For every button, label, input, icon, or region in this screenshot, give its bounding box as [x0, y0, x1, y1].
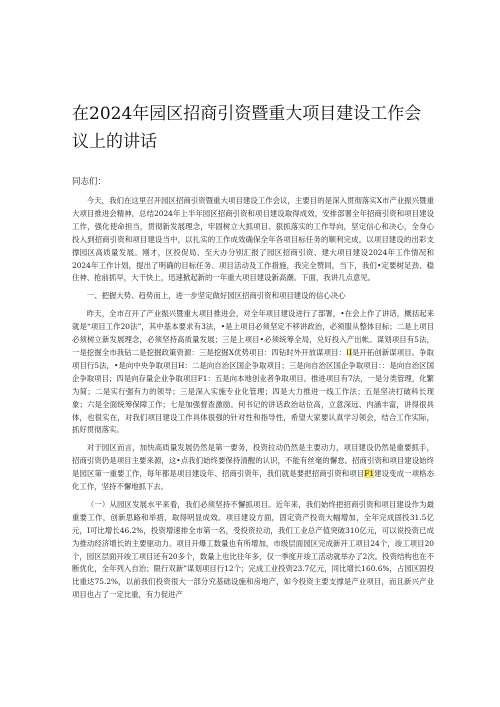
paragraph-text: 今天，我们在这里召开园区招商引资暨重大项目建设工作会议，主要目的是深入贯彻落实X市产业振兴暨重大项目推进会精神，总结2024年上半年园区招商引资和项目建设取得成效，安排部署全年招商引资和项目建设工作，强化使命担当，贯彻新发展理念，牢固树立大抓项目、狠抓落实的工作导向，坚定信心和决心，全身心投入到招商引资和项目建设当中，以扎实的工作成效确保全年各项目标任务的顺利完成，以项目建设的出彩支撑园区高质量发展。刚才，区投促局、至大办分别汇报了园区招商引资、建大项目建设2024年工作情况和2024年工作计划，提出了明确的目标任务、项目活动及工作措施，我完全赞同，当下，我们•定要树足劲、稳住神、抢前抓早，大干快上，迅速掀起新的一年重大项目建设新高潮。下面，我讲几点意见。	[72, 196, 434, 283]
salutation: 同志们：	[72, 177, 107, 187]
paragraph-text: 对于园区而言，加快高质量发展仍然是第一要务，投资拉动仍然是主要动力，项目建设仍然是重要抓手，招商引资仍是项目主要来源，这•点我们始终要保持清醒的认识，不能有丝毫的懈怠。招商引资和项目建设始终是园区第一重要工作，每年都是项目建设年、招商引资年，我们就是要把招商引资和项目	[72, 443, 434, 479]
paragraph-text: （一）从园区发展水平来看，我们必须坚持不懈抓项目。近年来，我们始终把招商引资和项目建设作为最重要工作，创新思路和举措，取得明显成效。项目建设方面，固定资产投资大幅增加，全年完成固投31.5亿元，I可比增长46.2%，投资增速排全市第一名，受投资拉动，我们工业总产值突破310亿元，可以说投资已成为推动经济增长的主要驱动力。项目开爆工数量也有所增加，市级层面园区完成新开工项目24个，竣工项目20个，园区层面开竣工项目还有20多个，数量上也比往年多，仅一季度开竣工活动就举办了2次。投资结构也在不断优化，全年列入自治；限行双新”谋划项目行12个；完成工业投资23.7亿元，同比增长160.6%，占园区固投比重达75.2%，以前我们投资很大一部分究基础设施和房地产，如今投资主要支撑是产业项目，而且新兴产业项目也占了一定比重，有力促进产	[72, 499, 434, 600]
paragraph-text: 昨天，全市召开了产业振兴暨重大项目推进会，对全年项目建设进行了部署，•在会上作了讲话，概括起来就是“项目工作20法”，其中基本要求有3法，•是上项目必须坚定不移讲政治，必须服从整体目标；二是上项目必须树立新发展理念，必须坚持高质量发展；三是上项目•必须统筹全局，兑好投入产出帐。谋划项目有5法，一是挖掘全市我钻二是挖掘政策资源：三是挖掘X优势项目：四钻时外开放谋项目：I	[72, 309, 434, 357]
paragraph-text-continued: 是开拓创新谋项目。争取项目行5法，•是向中央争取项目H：二是向自治区国企争取项目；三是向自治区国企争取项目：：是向自治区国企争取项目；四是向存量企业争取项目F1：五是向本地创业者争取项目。推进项目有7法，一是分类管理，化繁为简；二是实行强有力的领导；三是深入实施专业化管理；四是大力推进一线工作法；五是坚决打破科长现象；六是全面统筹保障工作；七是加强督查激励。何书记的讲话政治站位高，立意深远、内涵丰富，讲得很具体，也很实在，对我们项目建设工作具体很强的针对性和指导性，希望大家要认真学习领会，结合工作实际，抓好贯彻落实。	[72, 347, 434, 435]
paragraph	[72, 499, 434, 602]
paragraph	[72, 308, 434, 437]
paragraph-text-continued: 建设变成一项格态化工作，坚持不懈地抓下去。	[72, 469, 434, 492]
highlight-mark: F1	[364, 469, 375, 479]
paragraph	[72, 442, 434, 494]
document-body	[72, 176, 434, 607]
page-title: 在2024年园区招商引资暨重大项目建设工作会议上的讲话	[72, 104, 422, 152]
section-heading-text: 一、把握大势、趋势而上，进一步坚定做好园区招商引资和项目建设的信心决心	[86, 291, 346, 301]
paragraph	[72, 195, 434, 285]
highlight-mark: I	[348, 347, 352, 357]
section-heading	[72, 290, 434, 303]
